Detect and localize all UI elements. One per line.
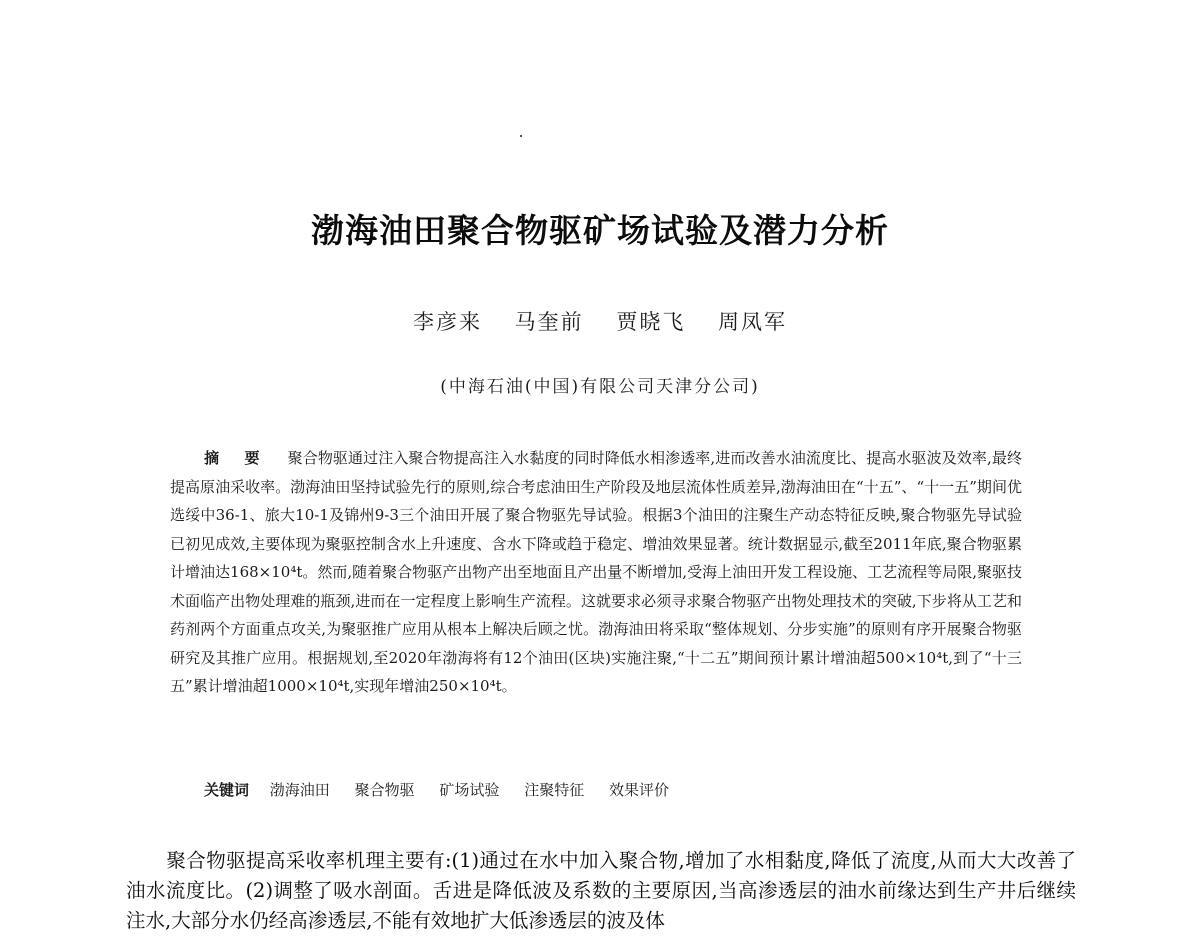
author-name: 李彦来 xyxy=(412,310,482,334)
scan-speck xyxy=(520,135,522,137)
keywords xyxy=(204,779,689,800)
keyword: 效果评价 xyxy=(608,781,669,799)
abstract xyxy=(170,444,1022,701)
keyword: 聚合物驱 xyxy=(354,781,415,799)
keywords-label: 关键词 xyxy=(204,781,250,799)
body-text: 聚合物驱提高采收率机理主要有:(1)通过在水中加入聚合物,增加了水相黏度,降低了流度,从而大大改善了油水流度比。(2)调整了吸水剖面。舌进是降低波及系数的主要原因,当高渗透层的油水前缘达到生产井后继续注水,大部分水仍经高渗透层,不能有效地扩大低渗透层的波及体 xyxy=(126,849,1076,932)
author-name: 马奎前 xyxy=(514,310,584,334)
affiliation: (中海石油(中国)有限公司天津分公司) xyxy=(440,377,760,397)
body-paragraph xyxy=(126,846,1076,936)
abstract-text: 聚合物驱通过注入聚合物提高注入水黏度的同时降低水相渗透率,进而改善水油流度比、提高水驱波及效率,最终提高原油采收率。渤海油田坚持试验先行的原则,综合考虑油田生产阶段及地层流体性质差异,渤海油田在“十五”、“十一五”期间优选绥中36-1、旅大10-1及锦州9-3三个油田开展了聚合物驱先导试验。根据3个油田的注聚生产动态特征反映,聚合物驱先导试验已初见成效,主要体现为聚驱控制含水上升速度、含水下降或趋于稳定、增油效果显著。统计数据显示,截至2011年底,聚合物驱累计增油达168×10⁴t。然而,随着聚合物驱产出物产出至地面且产出量不断增加,受海上油田开发工程设施、工艺流程等局限,聚驱技术面临产出物处理难的瓶颈,进而在一定程度上影响生产流程。这就要求必须寻求聚合物驱产出物处理技术的突破,下步将从工艺和药剂两个方面重点攻关,为聚驱推广应用从根本上解决后顾之忧。渤海油田将采取“整体规划、分步实施”的原则有序开展聚合物驱研究及其推广应用。根据规划,至2020年渤海将有12个油田(区块)实施注聚,“十二五”期间预计累计增油超500×10⁴t,到了“十三五”累计增油超1000×10⁴t,实现年增油250×10⁴t。 xyxy=(170,449,1022,695)
author-list xyxy=(0,306,1200,336)
keyword: 矿场试验 xyxy=(439,781,500,799)
author-name: 周凤军 xyxy=(718,310,788,334)
abstract-label: 摘 要 xyxy=(204,449,270,467)
author-name: 贾晓飞 xyxy=(616,310,686,334)
paper-title: 渤海油田聚合物驱矿场试验及潜力分析 xyxy=(311,211,889,250)
keyword: 注聚特征 xyxy=(524,781,585,799)
keyword: 渤海油田 xyxy=(269,781,330,799)
